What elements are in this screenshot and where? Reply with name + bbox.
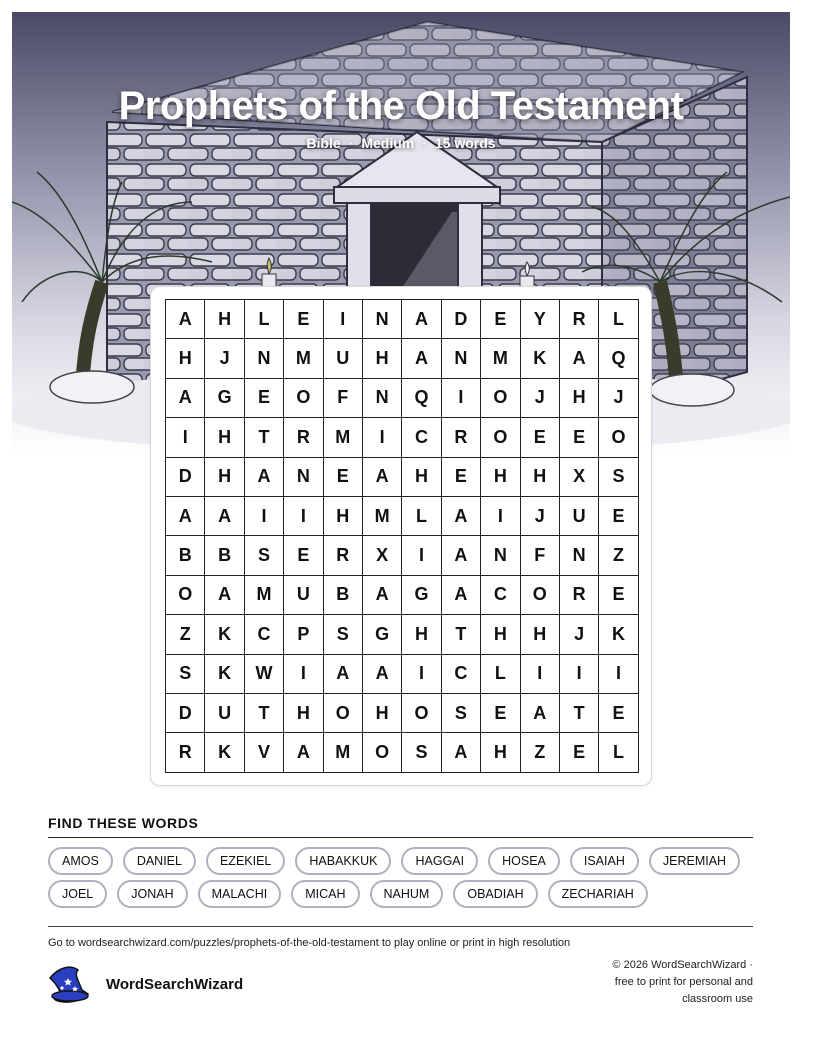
grid-cell[interactable]: A bbox=[442, 497, 481, 536]
grid-cell[interactable]: H bbox=[481, 615, 520, 654]
copyright-notice bbox=[553, 957, 753, 1008]
grid-cell[interactable]: E bbox=[245, 379, 284, 418]
grid-cell[interactable]: F bbox=[521, 536, 560, 575]
word-pill: ISAIAH bbox=[570, 847, 639, 875]
grid-cell[interactable]: B bbox=[205, 536, 244, 575]
grid-cell[interactable]: X bbox=[560, 458, 599, 497]
word-pill: OBADIAH bbox=[453, 880, 537, 908]
grid-cell[interactable]: U bbox=[324, 339, 363, 378]
grid-cell[interactable]: L bbox=[599, 300, 638, 339]
grid-cell[interactable]: Q bbox=[402, 379, 441, 418]
word-pill: JEREMIAH bbox=[649, 847, 740, 875]
grid-cell[interactable]: N bbox=[363, 379, 402, 418]
grid-cell[interactable]: L bbox=[481, 655, 520, 694]
separator-dot: · bbox=[348, 135, 354, 151]
grid-cell[interactable]: I bbox=[442, 379, 481, 418]
grid-cell[interactable]: L bbox=[402, 497, 441, 536]
grid-cell[interactable]: S bbox=[402, 733, 441, 772]
grid-cell[interactable]: A bbox=[363, 655, 402, 694]
grid-cell[interactable]: K bbox=[599, 615, 638, 654]
word-pill: EZEKIEL bbox=[206, 847, 285, 875]
grid-cell[interactable]: C bbox=[245, 615, 284, 654]
copyright-line: free to print for personal and bbox=[614, 976, 753, 988]
grid-cell[interactable]: H bbox=[205, 458, 244, 497]
word-pill: MALACHI bbox=[198, 880, 282, 908]
grid-cell[interactable]: O bbox=[599, 418, 638, 457]
grid-cell[interactable]: H bbox=[363, 339, 402, 378]
grid-cell[interactable]: G bbox=[363, 615, 402, 654]
grid-cell[interactable]: H bbox=[402, 458, 441, 497]
grid-cell[interactable]: O bbox=[481, 379, 520, 418]
grid-cell[interactable]: Y bbox=[521, 300, 560, 339]
grid-cell[interactable]: I bbox=[245, 497, 284, 536]
copyright-line: classroom use bbox=[682, 993, 753, 1005]
grid-cell[interactable]: E bbox=[284, 300, 323, 339]
grid-cell[interactable]: B bbox=[324, 576, 363, 615]
letter-grid[interactable] bbox=[165, 299, 639, 773]
grid-cell[interactable]: A bbox=[402, 300, 441, 339]
grid-cell[interactable]: H bbox=[481, 733, 520, 772]
divider bbox=[48, 926, 753, 927]
grid-cell[interactable]: O bbox=[481, 418, 520, 457]
grid-cell[interactable]: F bbox=[324, 379, 363, 418]
wizard-hat-icon bbox=[48, 964, 92, 1004]
play-online-link[interactable]: Go to wordsearchwizard.com/puzzles/prophets-of-the-old-testament to play online or print in high resolution bbox=[48, 937, 571, 949]
grid-cell[interactable]: H bbox=[521, 458, 560, 497]
grid-cell[interactable]: H bbox=[166, 339, 205, 378]
word-pill: JONAH bbox=[117, 880, 187, 908]
grid-cell[interactable]: K bbox=[205, 615, 244, 654]
grid-cell[interactable]: A bbox=[442, 576, 481, 615]
grid-cell[interactable]: L bbox=[599, 733, 638, 772]
grid-cell[interactable]: O bbox=[363, 733, 402, 772]
grid-cell[interactable]: U bbox=[205, 694, 244, 733]
grid-cell[interactable]: I bbox=[363, 418, 402, 457]
grid-cell[interactable]: H bbox=[560, 379, 599, 418]
grid-cell[interactable]: H bbox=[521, 615, 560, 654]
grid-cell[interactable]: C bbox=[402, 418, 441, 457]
grid-cell[interactable]: N bbox=[442, 339, 481, 378]
grid-cell[interactable]: E bbox=[560, 733, 599, 772]
grid-cell[interactable]: S bbox=[245, 536, 284, 575]
grid-cell[interactable]: M bbox=[481, 339, 520, 378]
grid-cell[interactable]: R bbox=[560, 576, 599, 615]
grid-cell[interactable]: O bbox=[166, 576, 205, 615]
word-pill: DANIEL bbox=[123, 847, 196, 875]
grid-cell[interactable]: E bbox=[521, 418, 560, 457]
grid-cell[interactable]: H bbox=[402, 615, 441, 654]
grid-cell[interactable]: H bbox=[205, 418, 244, 457]
grid-cell[interactable]: A bbox=[284, 733, 323, 772]
grid-cell[interactable]: I bbox=[284, 497, 323, 536]
grid-cell[interactable]: U bbox=[560, 497, 599, 536]
grid-cell[interactable]: T bbox=[245, 418, 284, 457]
grid-cell[interactable]: E bbox=[442, 458, 481, 497]
grid-cell[interactable]: R bbox=[166, 733, 205, 772]
grid-cell[interactable]: E bbox=[481, 300, 520, 339]
page-title: Prophets of the Old Testament bbox=[118, 84, 684, 128]
grid-cell[interactable]: E bbox=[481, 694, 520, 733]
grid-cell[interactable]: I bbox=[402, 655, 441, 694]
grid-cell[interactable]: S bbox=[442, 694, 481, 733]
grid-cell[interactable]: I bbox=[166, 418, 205, 457]
grid-cell[interactable]: D bbox=[166, 458, 205, 497]
difficulty-label: Medium bbox=[361, 135, 415, 151]
grid-cell[interactable]: A bbox=[442, 733, 481, 772]
grid-cell[interactable]: O bbox=[284, 379, 323, 418]
grid-cell[interactable]: E bbox=[599, 497, 638, 536]
grid-cell[interactable]: C bbox=[442, 655, 481, 694]
grid-cell[interactable]: X bbox=[363, 536, 402, 575]
word-pill: HOSEA bbox=[488, 847, 560, 875]
brand[interactable] bbox=[48, 964, 243, 1004]
word-pill: ZECHARIAH bbox=[548, 880, 648, 908]
grid-cell[interactable]: B bbox=[166, 536, 205, 575]
grid-cell[interactable]: A bbox=[442, 536, 481, 575]
grid-cell[interactable]: A bbox=[166, 497, 205, 536]
grid-cell[interactable]: J bbox=[205, 339, 244, 378]
grid-cell[interactable]: N bbox=[481, 536, 520, 575]
grid-cell[interactable]: J bbox=[599, 379, 638, 418]
grid-cell[interactable]: H bbox=[284, 694, 323, 733]
grid-cell[interactable]: I bbox=[599, 655, 638, 694]
grid-cell[interactable]: U bbox=[284, 576, 323, 615]
word-list-heading: FIND THESE WORDS bbox=[48, 815, 199, 831]
grid-cell[interactable]: A bbox=[560, 339, 599, 378]
grid-cell[interactable]: J bbox=[560, 615, 599, 654]
grid-cell[interactable]: D bbox=[442, 300, 481, 339]
grid-cell[interactable]: G bbox=[205, 379, 244, 418]
grid-cell[interactable]: H bbox=[205, 300, 244, 339]
grid-cell[interactable]: I bbox=[402, 536, 441, 575]
grid-cell[interactable]: Q bbox=[599, 339, 638, 378]
grid-cell[interactable]: A bbox=[324, 655, 363, 694]
grid-cell[interactable]: S bbox=[166, 655, 205, 694]
grid-cell[interactable]: N bbox=[560, 536, 599, 575]
grid-cell[interactable]: N bbox=[284, 458, 323, 497]
grid-cell[interactable]: E bbox=[324, 458, 363, 497]
grid-cell[interactable]: I bbox=[481, 497, 520, 536]
grid-cell[interactable]: N bbox=[363, 300, 402, 339]
grid-cell[interactable]: K bbox=[205, 655, 244, 694]
category-label: Bible bbox=[306, 135, 341, 151]
grid-cell[interactable]: M bbox=[245, 576, 284, 615]
word-pill: NAHUM bbox=[370, 880, 444, 908]
grid-cell[interactable]: G bbox=[402, 576, 441, 615]
grid-cell[interactable]: E bbox=[284, 536, 323, 575]
divider bbox=[48, 837, 753, 838]
grid-cell[interactable]: S bbox=[599, 458, 638, 497]
grid-cell[interactable]: O bbox=[324, 694, 363, 733]
grid-cell[interactable]: I bbox=[521, 655, 560, 694]
grid-cell[interactable]: E bbox=[599, 576, 638, 615]
word-pill: JOEL bbox=[48, 880, 107, 908]
grid-cell[interactable]: A bbox=[205, 576, 244, 615]
grid-cell[interactable]: K bbox=[521, 339, 560, 378]
grid-cell[interactable]: S bbox=[324, 615, 363, 654]
grid-cell[interactable]: E bbox=[599, 694, 638, 733]
grid-cell[interactable]: I bbox=[284, 655, 323, 694]
grid-cell[interactable]: E bbox=[560, 418, 599, 457]
separator-dot: · bbox=[422, 135, 427, 151]
word-pill: MICAH bbox=[291, 880, 359, 908]
grid-cell[interactable]: Z bbox=[599, 536, 638, 575]
word-list bbox=[48, 847, 768, 908]
grid-cell[interactable]: I bbox=[324, 300, 363, 339]
word-pill: HABAKKUK bbox=[295, 847, 391, 875]
grid-cell[interactable]: H bbox=[324, 497, 363, 536]
grid-cell[interactable]: H bbox=[363, 694, 402, 733]
grid-cell[interactable]: I bbox=[560, 655, 599, 694]
grid-cell[interactable]: J bbox=[521, 497, 560, 536]
grid-cell[interactable]: K bbox=[205, 733, 244, 772]
grid-cell[interactable]: A bbox=[166, 379, 205, 418]
word-pill: AMOS bbox=[48, 847, 113, 875]
grid-cell[interactable]: P bbox=[284, 615, 323, 654]
grid-cell[interactable]: D bbox=[166, 694, 205, 733]
word-pill: HAGGAI bbox=[401, 847, 478, 875]
puzzle-card bbox=[150, 286, 652, 786]
word-count-label: 15 words bbox=[434, 135, 496, 151]
grid-cell[interactable]: R bbox=[284, 418, 323, 457]
grid-cell[interactable]: J bbox=[521, 379, 560, 418]
grid-cell[interactable]: A bbox=[521, 694, 560, 733]
grid-cell[interactable]: A bbox=[205, 497, 244, 536]
copyright-line: © 2026 WordSearchWizard · bbox=[612, 959, 753, 971]
grid-cell[interactable]: A bbox=[402, 339, 441, 378]
grid-cell[interactable]: A bbox=[166, 300, 205, 339]
brand-name: WordSearchWizard bbox=[106, 975, 244, 993]
grid-cell[interactable]: Z bbox=[166, 615, 205, 654]
grid-cell[interactable]: O bbox=[402, 694, 441, 733]
grid-cell[interactable]: T bbox=[245, 694, 284, 733]
grid-cell[interactable]: R bbox=[324, 536, 363, 575]
grid-cell[interactable]: R bbox=[442, 418, 481, 457]
grid-cell[interactable]: L bbox=[245, 300, 284, 339]
grid-cell[interactable]: T bbox=[442, 615, 481, 654]
grid-cell[interactable]: A bbox=[363, 576, 402, 615]
grid-cell[interactable]: N bbox=[245, 339, 284, 378]
grid-cell[interactable]: Z bbox=[521, 733, 560, 772]
grid-cell[interactable]: M bbox=[324, 418, 363, 457]
grid-cell[interactable]: A bbox=[363, 458, 402, 497]
grid-cell[interactable]: M bbox=[363, 497, 402, 536]
grid-cell[interactable]: H bbox=[481, 458, 520, 497]
grid-cell[interactable]: A bbox=[245, 458, 284, 497]
grid-cell[interactable]: C bbox=[481, 576, 520, 615]
grid-cell[interactable]: R bbox=[560, 300, 599, 339]
grid-cell[interactable]: O bbox=[521, 576, 560, 615]
grid-cell[interactable]: M bbox=[284, 339, 323, 378]
grid-cell[interactable]: T bbox=[560, 694, 599, 733]
grid-cell[interactable]: W bbox=[245, 655, 284, 694]
grid-cell[interactable]: M bbox=[324, 733, 363, 772]
puzzle-meta bbox=[12, 135, 790, 151]
grid-cell[interactable]: V bbox=[245, 733, 284, 772]
